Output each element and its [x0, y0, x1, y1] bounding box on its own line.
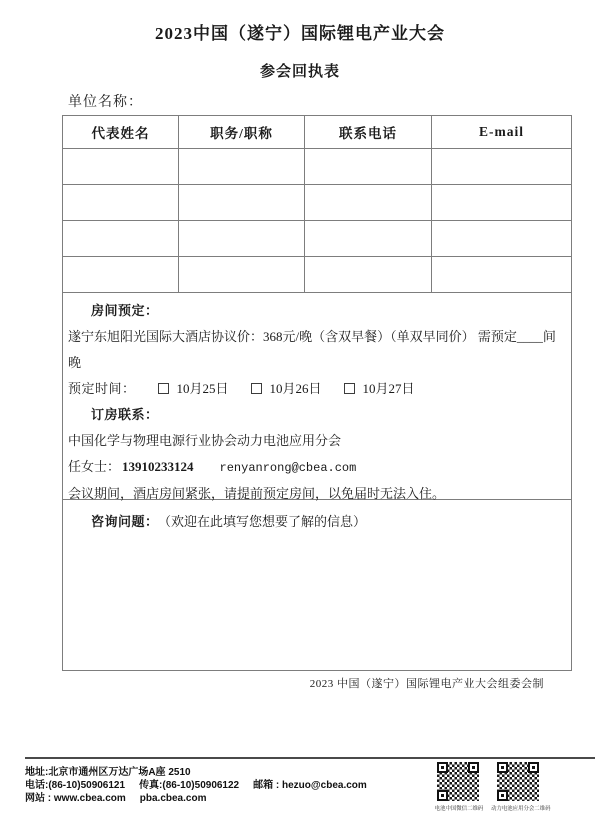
attendee-table: [63, 116, 571, 293]
hotel-price-line: 遂宁东旭阳光国际大酒店协议价：368元/晚（含双早餐）（单双早同价） 需预定____间: [68, 329, 556, 344]
table-cell-empty: [179, 257, 305, 293]
column-header-email: E-mail: [432, 116, 571, 149]
unit-name-label: 单位名称：: [68, 95, 143, 110]
table-cell-empty: [63, 185, 179, 221]
qr1-caption: 电池中国微信二维码: [434, 806, 484, 812]
contact-name: 任女士：: [68, 459, 121, 474]
booking-dates-label: 预定时间：: [68, 381, 136, 396]
footer-website-1: www.cbea.com: [53, 793, 126, 804]
table-cell-empty: [432, 257, 571, 293]
reply-form-table: [62, 115, 572, 671]
checkbox-icon: [251, 383, 262, 394]
footer-email-label: 邮箱 :: [253, 780, 280, 791]
date-option-oct26: [251, 381, 322, 396]
table-cell-empty: [179, 221, 305, 257]
footer-phone-line: [25, 779, 425, 792]
room-booking-section: [63, 293, 571, 500]
footer-website-label: 网站 :: [25, 793, 52, 804]
footer-phone: 电话:(86-10)50906121: [25, 780, 126, 791]
table-cell-empty: [63, 221, 179, 257]
column-header-position: 职务/职称: [179, 116, 305, 149]
checkbox-icon: [158, 383, 169, 394]
qr-code-pba-branch: [497, 762, 539, 801]
contact-person-line: [67, 454, 565, 481]
hotel-price-line-wrap: 晚: [68, 355, 82, 370]
qr-finder-icon: [497, 762, 508, 773]
table-cell-empty: [432, 221, 571, 257]
footer-address-line: 地址:北京市通州区万达广场A座 2510: [25, 767, 191, 778]
footer-website-line: [25, 792, 425, 805]
table-cell-empty: [432, 149, 571, 185]
table-cell-empty: [63, 149, 179, 185]
checkbox-icon: [344, 383, 355, 394]
qr-finder-icon: [528, 762, 539, 773]
table-cell-empty: [179, 149, 305, 185]
table-cell-empty: [63, 257, 179, 293]
table-cell-empty: [305, 257, 432, 293]
booking-contact-heading: 订房联系：: [91, 407, 159, 422]
booking-note-line: 会议期间，酒店房间紧张，请提前预定房间，以免届时无法入住。: [68, 486, 446, 501]
date-option-label: 10月26日: [269, 381, 322, 396]
qr2-caption: 动力电池应用分会二维码: [491, 806, 551, 812]
footer-website-2: pba.cbea.com: [139, 793, 207, 804]
table-cell-empty: [305, 149, 432, 185]
qr-finder-icon: [468, 762, 479, 773]
column-header-phone: 联系电话: [305, 116, 432, 149]
footer-contact-block: [25, 766, 425, 805]
date-option-oct27: [344, 381, 415, 396]
document-subtitle: 参会回执表: [259, 64, 340, 80]
qr-code-battery-china-wechat: [437, 762, 479, 801]
date-option-label: 10月27日: [362, 381, 415, 396]
qr-finder-icon: [437, 762, 448, 773]
committee-signature: 2023 中国（遂宁）国际锂电产业大会组委会制: [309, 678, 544, 690]
booking-dates-line: [67, 376, 565, 402]
contact-phone: 13910233124: [122, 459, 194, 474]
table-cell-empty: [305, 221, 432, 257]
questions-section: [63, 500, 571, 670]
questions-hint: （欢迎在此填写您想要了解的信息）: [164, 514, 367, 529]
footer-email: hezuo@cbea.com: [282, 780, 367, 791]
date-option-oct25: [158, 381, 229, 396]
column-header-name: 代表姓名: [63, 116, 179, 149]
table-cell-empty: [305, 185, 432, 221]
footer-divider: [25, 757, 595, 759]
document-title: 2023中国（遂宁）国际锂电产业大会: [155, 24, 445, 43]
table-cell-empty: [179, 185, 305, 221]
room-booking-heading: 房间预定：: [91, 303, 159, 318]
footer-fax: 传真:(86-10)50906122: [139, 780, 240, 791]
questions-heading: 咨询问题：: [91, 514, 159, 529]
date-option-label: 10月25日: [176, 381, 229, 396]
contact-email: renyanrong@cbea.com: [219, 461, 357, 475]
organization-line: 中国化学与物理电源行业协会动力电池应用分会: [68, 433, 342, 448]
table-cell-empty: [432, 185, 571, 221]
qr-finder-icon: [497, 790, 508, 801]
qr-finder-icon: [437, 790, 448, 801]
